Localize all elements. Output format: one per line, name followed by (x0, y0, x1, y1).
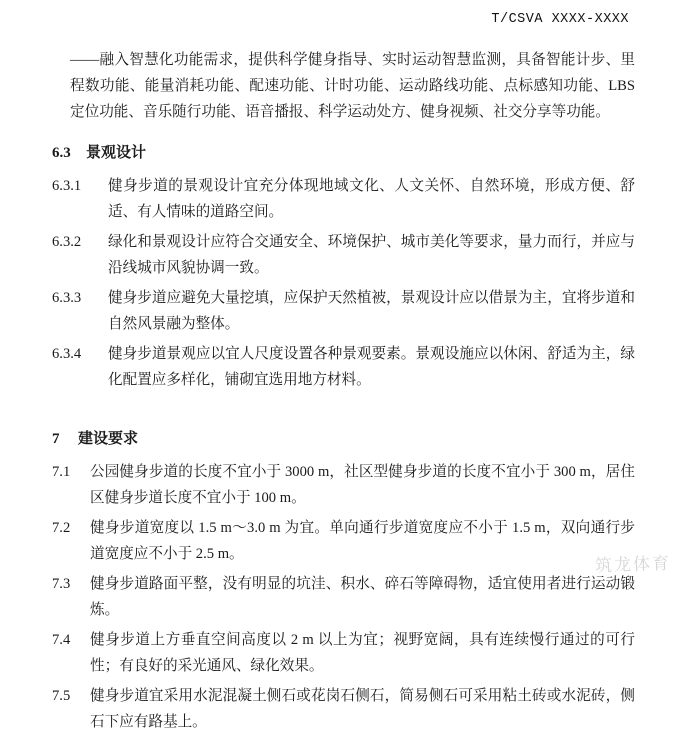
clause-6-3-1 (52, 173, 635, 225)
clause-6-3-2 (52, 229, 635, 281)
clause-7-3 (52, 571, 635, 623)
clause-number-6-3-4: 6.3.4 (52, 346, 82, 362)
section-heading-6-3 (52, 141, 635, 165)
clause-text-7-2: 健身步道宽度以 1.5 m～3.0 m 为宜。单向通行步道宽度应不小于 1.5 m，双向通行步道宽度应不小于 2.5 m。 (90, 520, 635, 562)
standard-code-header: T/CSVA XXXX-XXXX (491, 12, 629, 27)
section-number-6-3: 6.3 (52, 145, 71, 161)
section-number-7: 7 (52, 431, 60, 447)
clause-text-6-3-4: 健身步道景观应以宜人尺度设置各种景观要素。景观设施应以休闲、舒适为主，绿化配置应多样化，铺砌宜选用地方材料。 (108, 346, 635, 388)
clause-number-6-3-3: 6.3.3 (52, 290, 82, 306)
clause-6-3-3 (52, 285, 635, 337)
clause-text-7-3: 健身步道路面平整，没有明显的坑洼、积水、碎石等障碍物，适宜使用者进行运动锻炼。 (90, 576, 635, 618)
clause-number-7-1: 7.1 (52, 464, 71, 480)
clause-6-3-4 (52, 341, 635, 393)
clause-7-2 (52, 515, 635, 567)
clause-text-6-3-2: 绿化和景观设计应符合交通安全、环境保护、城市美化等要求，量力而行，并应与沿线城市风貌协调一致。 (108, 234, 635, 276)
clause-7-1 (52, 459, 635, 511)
section-title-6-3: 景观设计 (86, 145, 147, 161)
section-spacer (52, 397, 635, 411)
clause-number-6-3-1: 6.3.1 (52, 178, 82, 194)
intro-dash-paragraph: ——融入智慧化功能需求，提供科学健身指导、实时运动智慧监测，具备智能计步、里程数功能、能量消耗功能、配速功能、计时功能、运动路线功能、点标感知功能、LBS 定位功能、音乐随行功能、语音播报、科学运动处方、健身视频、社交分享等功能。 (70, 52, 635, 120)
clause-text-6-3-3: 健身步道应避免大量挖填，应保护天然植被，景观设计应以借景为主，宜将步道和自然风景融为整体。 (108, 290, 635, 332)
clause-7-4 (52, 627, 635, 679)
clause-7-5 (52, 683, 635, 735)
document-body (52, 47, 635, 735)
clause-number-6-3-2: 6.3.2 (52, 234, 82, 250)
clause-number-7-5: 7.5 (52, 688, 71, 704)
clause-text-7-4: 健身步道上方垂直空间高度以 2 m 以上为宜；视野宽阔，具有连续慢行通过的可行性；有良好的采光通风、绿化效果。 (90, 632, 635, 674)
clause-text-6-3-1: 健身步道的景观设计宜充分体现地域文化、人文关怀、自然环境，形成方便、舒适、有人情味的道路空间。 (108, 178, 635, 220)
clause-number-7-2: 7.2 (52, 520, 71, 536)
clause-text-7-1: 公园健身步道的长度不宜小于 3000 m，社区型健身步道的长度不宜小于 300 m，居住区健身步道长度不宜小于 100 m。 (90, 464, 635, 506)
clause-number-7-3: 7.3 (52, 576, 71, 592)
clause-text-7-5: 健身步道宜采用水泥混凝土侧石或花岗石侧石，简易侧石可采用粘土砖或水泥砖，侧石下应有路基上。 (90, 688, 635, 730)
section-title-7: 建设要求 (78, 431, 139, 447)
watermark: 筑龙体育 (594, 553, 672, 576)
clause-number-7-4: 7.4 (52, 632, 71, 648)
section-heading-7 (52, 427, 635, 451)
